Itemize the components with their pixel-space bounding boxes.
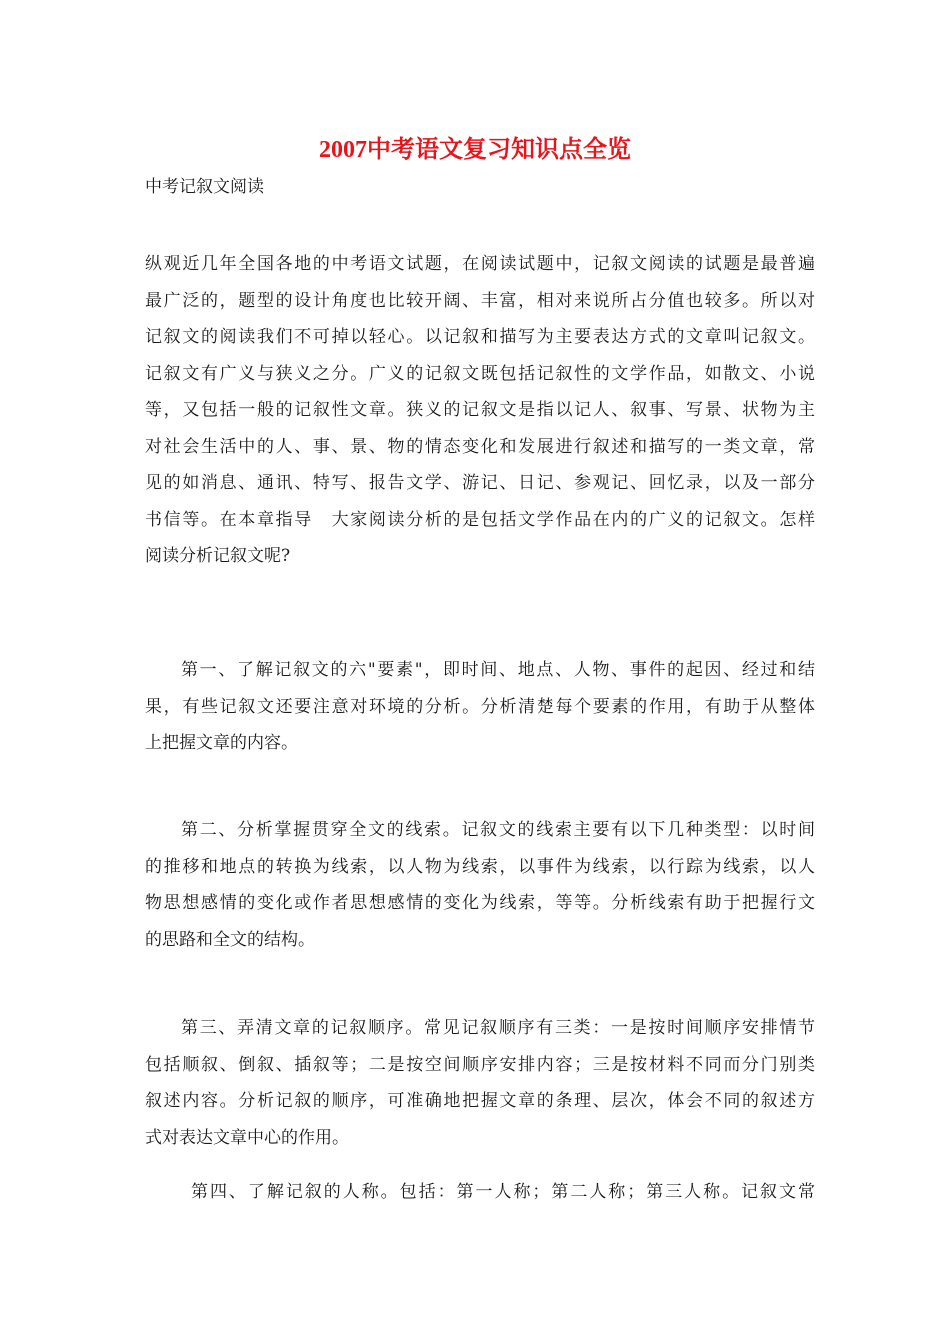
text-line: 第一、了解记叙文的六"要素"，即时间、地点、人物、事件的起因、经过和结 — [181, 660, 815, 680]
text-line: 见的如消息、通讯、特写、报告文学、游记、日记、参观记、回忆录，以及一部分 — [145, 473, 815, 493]
text-line: 等，又包括一般的记叙性文章。狭义的记叙文是指以记人、叙事、写景、状物为主 — [145, 400, 815, 420]
paragraph-four — [145, 1174, 815, 1211]
text-line: 第二、分析掌握贯穿全文的线索。记叙文的线索主要有以下几种类型：以时间 — [181, 820, 815, 840]
text-line: 书信等。在本章指导 大家阅读分析的是包括文学作品在内的广义的记叙文。怎样 — [145, 509, 815, 530]
text-line: 阅读分析记叙文呢? — [145, 546, 291, 566]
text-line: 记叙文的阅读我们不可掉以轻心。以记叙和描写为主要表达方式的文章叫记叙文。 — [145, 327, 815, 347]
text-line: 物思想感情的变化或作者思想感情的变化为线索，等等。分析线索有助于把握行文 — [145, 893, 815, 913]
text-line: 上把握文章的内容。 — [145, 733, 298, 753]
text-line: 果，有些记叙文还要注意对环境的分析。分析清楚每个要素的作用，有助于从整体 — [145, 696, 815, 717]
text-line: 记叙文有广义与狭义之分。广义的记叙文既包括记叙性的文学作品，如散文、小说 — [145, 363, 815, 384]
text-line: 第三、弄清文章的记叙顺序。常见记叙顺序有三类：一是按时间顺序安排情节 — [181, 1018, 815, 1038]
text-line: 第四、了解记叙的人称。包括：第一人称；第二人称；第三人称。记叙文常 — [191, 1182, 815, 1202]
text-line: 对社会生活中的人、事、景、物的情态变化和发展进行叙述和描写的一类文章，常 — [145, 436, 815, 457]
paragraph-one — [145, 652, 815, 762]
text-line: 叙述内容。分析记叙的顺序，可准确地把握文章的条理、层次，体会不同的叙述方 — [145, 1091, 815, 1111]
intro-paragraph — [145, 246, 815, 575]
text-line: 的推移和地点的转换为线索，以人物为线索，以事件为线索，以行踪为线索，以人 — [145, 856, 815, 877]
text-line: 纵观近几年全国各地的中考语文试题，在阅读试题中，记叙文阅读的试题是最普遍 — [145, 254, 815, 274]
text-line: 的思路和全文的结构。 — [145, 929, 315, 950]
paragraph-three — [145, 1010, 815, 1156]
text-line: 包括顺叙、倒叙、插叙等；二是按空间顺序安排内容；三是按材料不同而分门别类 — [145, 1054, 815, 1075]
document-title: 2007中考语文复习知识点全览 — [319, 137, 631, 163]
text-line: 式对表达文章中心的作用。 — [145, 1127, 349, 1148]
text-line: 最广泛的，题型的设计角度也比较开阔、丰富，相对来说所占分值也较多。所以对 — [145, 290, 815, 311]
document-subtitle: 中考记叙文阅读 — [145, 177, 264, 197]
paragraph-two — [145, 812, 815, 958]
